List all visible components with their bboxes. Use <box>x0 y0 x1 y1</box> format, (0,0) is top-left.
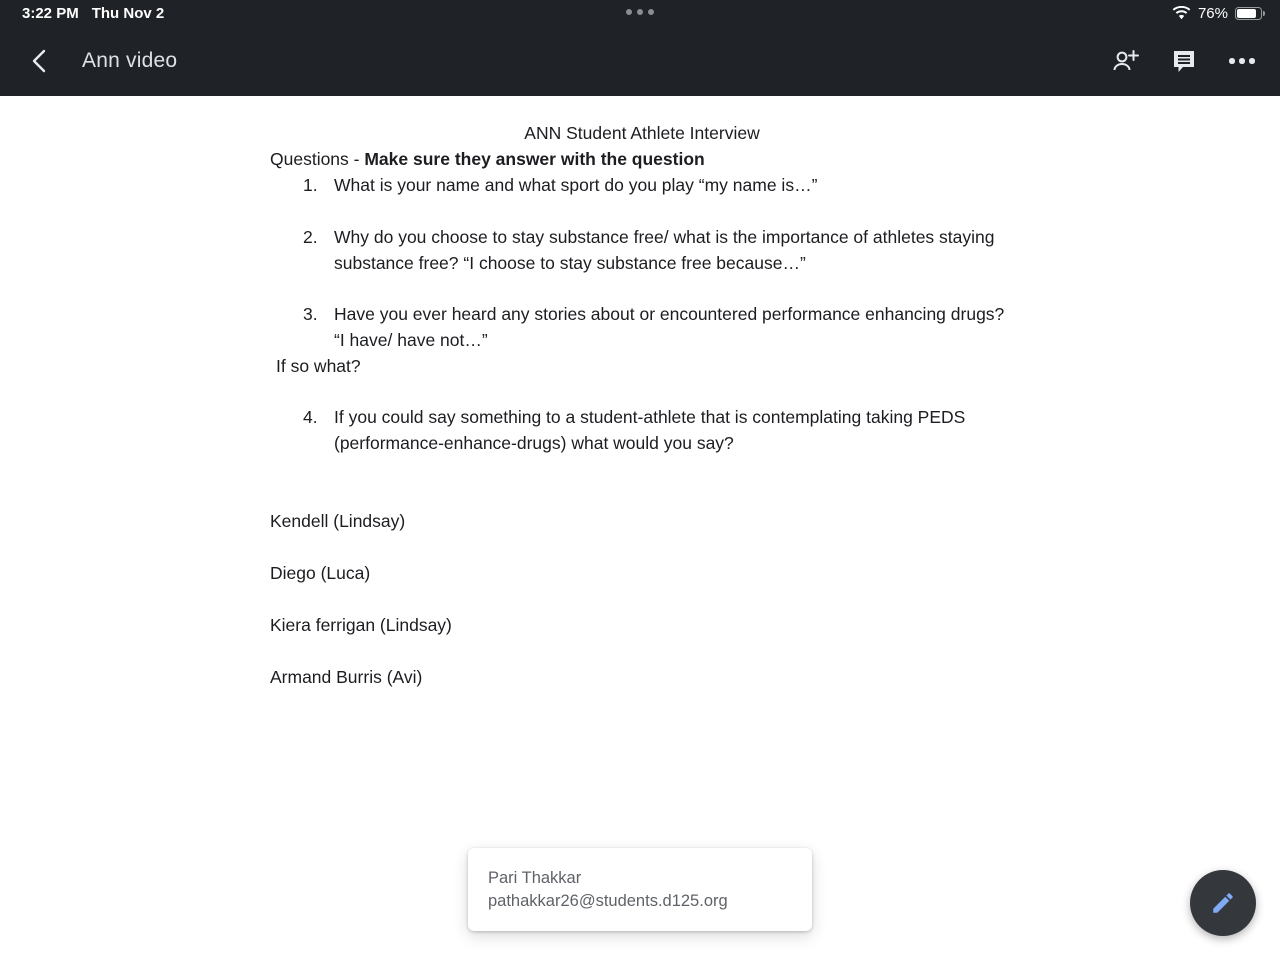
status-left <box>0 5 164 22</box>
name-line: Armand Burris (Avi) <box>270 667 423 687</box>
name-line: Kendell (Lindsay) <box>270 511 406 531</box>
author-email: pathakkar26@students.d125.org <box>488 891 728 910</box>
ellipsis-icon <box>1229 58 1255 64</box>
battery-icon <box>1235 7 1262 20</box>
document-canvas[interactable] <box>270 96 1014 690</box>
battery-fill <box>1237 9 1256 18</box>
author-name: Pari Thakkar <box>488 869 582 887</box>
author-tooltip-card <box>468 848 812 931</box>
edit-fab-button[interactable] <box>1190 870 1256 936</box>
question-text: Why do you choose to stay substance free/ what is the importance of athletes staying substance free? “I choose to stay substance free because…” <box>334 227 995 273</box>
status-date: Thu Nov 2 <box>91 4 165 22</box>
question-number: 1. <box>303 175 318 195</box>
question-number: 2. <box>303 227 318 247</box>
name-line: Kiera ferrigan (Lindsay) <box>270 615 452 635</box>
question-item-4 <box>270 404 1014 456</box>
chevron-left-icon <box>32 49 46 73</box>
pencil-icon <box>1210 890 1236 916</box>
question-item-1 <box>270 172 1014 198</box>
status-time: 3:22 PM <box>22 4 79 22</box>
doc-questions-line <box>270 146 1014 172</box>
overflow-menu-button[interactable] <box>1220 39 1264 83</box>
question-item-2 <box>270 224 1014 276</box>
question-text: What is your name and what sport do you play “my name is…” <box>334 175 818 195</box>
question-number: 4. <box>303 407 318 427</box>
multitask-dot <box>648 9 654 15</box>
person-add-icon <box>1112 49 1140 73</box>
question-text: Have you ever heard any stories about or encountered performance enhancing drugs? “I have/ have not…” <box>334 304 1005 350</box>
nav-actions <box>1104 39 1264 83</box>
nav-bar <box>0 26 1280 96</box>
battery-tip <box>1263 11 1266 16</box>
comment-icon <box>1171 48 1197 74</box>
status-right <box>1172 0 1262 26</box>
wifi-icon <box>1172 6 1191 20</box>
questions-label: Questions - <box>270 149 365 169</box>
questions-bold-note: Make sure they answer with the question <box>364 149 705 169</box>
status-bar <box>0 0 1280 26</box>
document-title: Ann video <box>82 49 178 72</box>
question-item-3 <box>270 301 1014 353</box>
multitask-dot <box>626 9 632 15</box>
names-list <box>270 508 1014 690</box>
multitask-dot <box>637 9 643 15</box>
battery-percent-label: 76% <box>1197 4 1228 22</box>
share-button[interactable] <box>1104 39 1148 83</box>
top-chrome <box>0 0 1280 96</box>
doc-heading: ANN Student Athlete Interview <box>524 123 760 143</box>
doc-note: If so what? <box>276 356 361 376</box>
question-text: If you could say something to a student-athlete that is contemplating taking PEDS (performance-enhance-drugs) what would you say? <box>334 407 966 453</box>
name-line: Diego (Luca) <box>270 563 371 583</box>
question-number: 3. <box>303 304 318 324</box>
comments-button[interactable] <box>1162 39 1206 83</box>
back-button[interactable] <box>16 38 62 84</box>
multitask-indicator-icon[interactable] <box>626 9 654 15</box>
